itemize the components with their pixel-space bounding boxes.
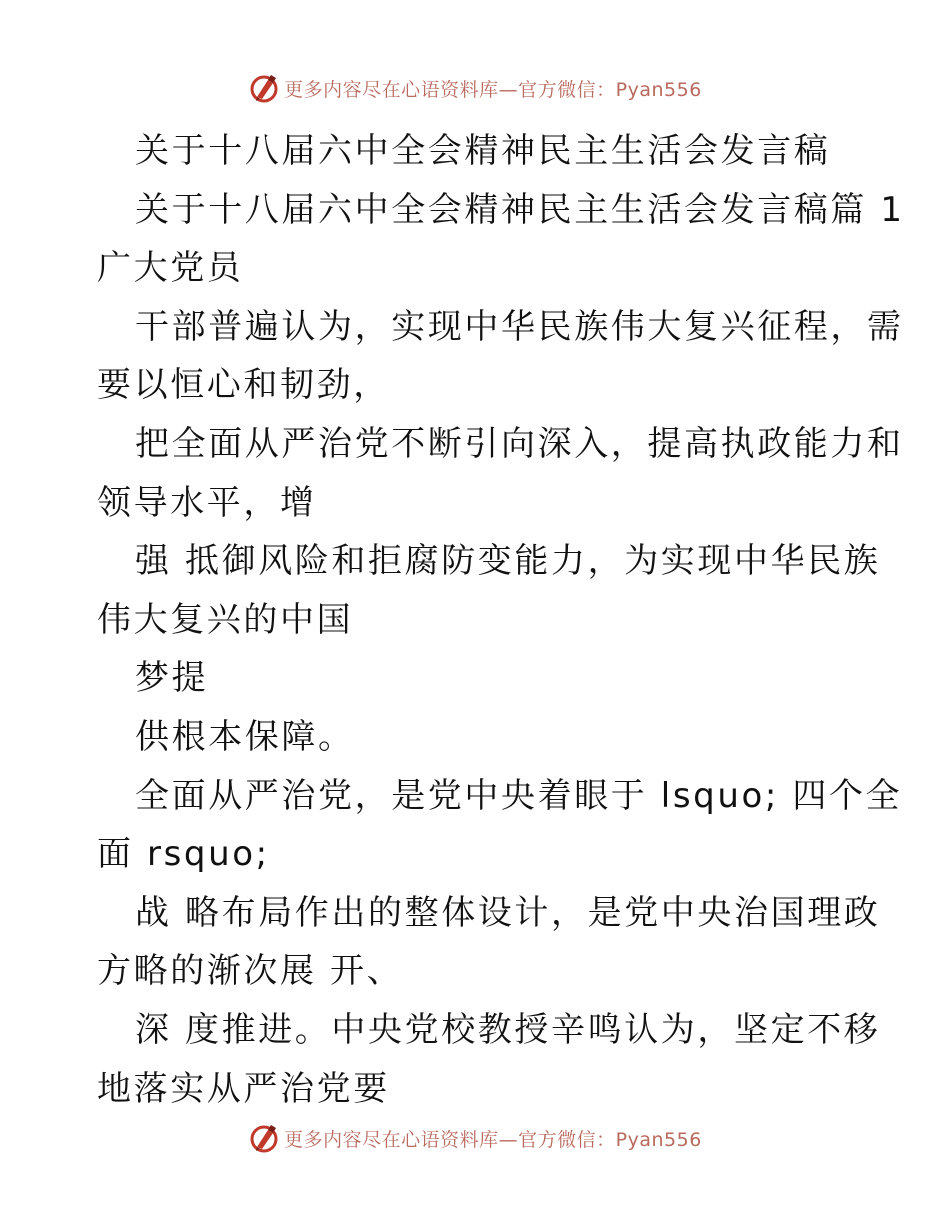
- text-line: 方略的渐次展 开、: [97, 951, 404, 992]
- footer-banner-text: 更多内容尽在心语资料库—官方微信：Pyan556: [284, 1128, 702, 1151]
- text-line: 关于十八届六中全会精神民主生活会发言稿: [135, 131, 831, 171]
- text-line: 领导水平，增: [97, 482, 317, 523]
- text-line: 干部普遍认为，实现中华民族伟大复兴征程，需: [135, 306, 904, 347]
- text-line: 要以恒心和韧劲，: [97, 365, 390, 406]
- text-line: 全面从严治党，是党中央着眼于 lsquo; 四个全: [135, 775, 903, 816]
- text-line: 强 抵御风险和拒腐防变能力，为实现中华民族: [135, 541, 881, 582]
- text-line: 地落实从严治党要: [97, 1068, 390, 1109]
- text-line: 关于十八届六中全会精神民主生活会发言稿篇 1: [135, 189, 905, 230]
- pen-logo-icon: [248, 72, 280, 104]
- text-line: 深 度推进。中央党校教授辛鸣认为，坚定不移: [135, 1009, 881, 1050]
- document-body: [97, 122, 905, 1118]
- text-line: 广大党员: [97, 248, 244, 289]
- text-line: 战 略布局作出的整体设计，是党中央治国理政: [135, 892, 881, 933]
- header-banner-text: 更多内容尽在心语资料库—官方微信：Pyan556: [284, 78, 702, 101]
- text-line: 伟大复兴的中国: [97, 599, 354, 640]
- text-line: 梦提: [135, 658, 209, 699]
- footer-banner: [0, 1118, 950, 1158]
- pen-logo-icon: [248, 1122, 280, 1154]
- text-line: 供根本保障。: [135, 716, 355, 757]
- text-line: 面 rsquo;: [97, 834, 270, 875]
- header-banner: [0, 68, 950, 108]
- text-line: 把全面从严治党不断引向深入，提高执政能力和: [135, 423, 904, 464]
